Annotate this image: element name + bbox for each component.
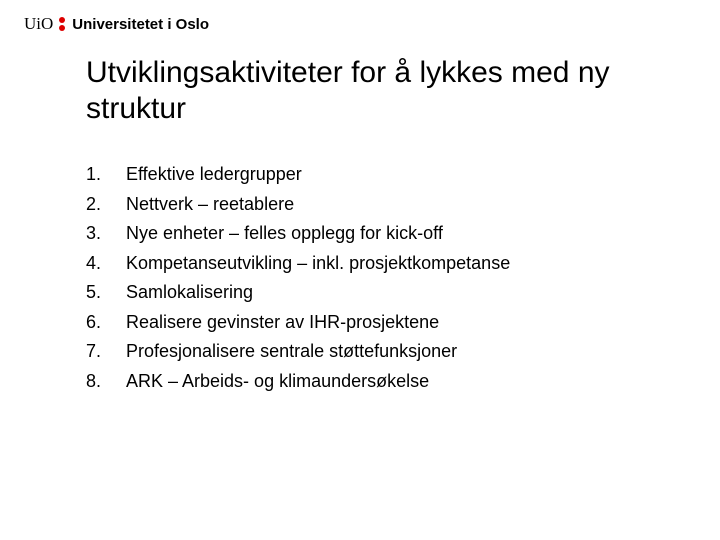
list-item	[86, 249, 510, 279]
list-item	[86, 219, 510, 249]
list-item	[86, 160, 510, 190]
list-item	[86, 190, 510, 220]
item-number: 1.	[86, 164, 102, 184]
list-item	[86, 308, 510, 338]
item-text: Samlokalisering	[126, 282, 254, 302]
item-number: 4.	[86, 252, 102, 273]
item-number: 6.	[86, 311, 102, 332]
item-number: 5.	[86, 282, 102, 302]
item-text: Effektive ledergrupper	[126, 164, 302, 184]
activity-list	[86, 160, 510, 396]
slide-title: Utviklingsaktiviteter for å lykkes med ny struktur	[86, 56, 610, 125]
list-item	[86, 367, 510, 397]
item-number: 2.	[86, 193, 102, 214]
uio-logo	[24, 12, 209, 36]
item-number: 7.	[86, 341, 102, 361]
item-text: ARK – Arbeids- og klimaundersøkelse	[126, 370, 430, 391]
item-text: Nettverk – reetablere	[126, 193, 295, 214]
item-text: Kompetanseutvikling – inkl. prosjektkompetanse	[126, 252, 511, 273]
list-item	[86, 278, 510, 308]
seal-icon	[57, 16, 67, 32]
university-name: Universitetet i Oslo	[72, 15, 209, 33]
uio-mark: UiO	[24, 14, 54, 33]
item-number: 8.	[86, 370, 102, 391]
item-text: Realisere gevinster av IHR-prosjektene	[126, 311, 440, 332]
item-text: Nye enheter – felles opplegg for kick-off	[126, 223, 443, 243]
item-text: Profesjonalisere sentrale støttefunksjoner	[126, 341, 458, 361]
item-number: 3.	[86, 223, 102, 243]
list-item	[86, 337, 510, 367]
